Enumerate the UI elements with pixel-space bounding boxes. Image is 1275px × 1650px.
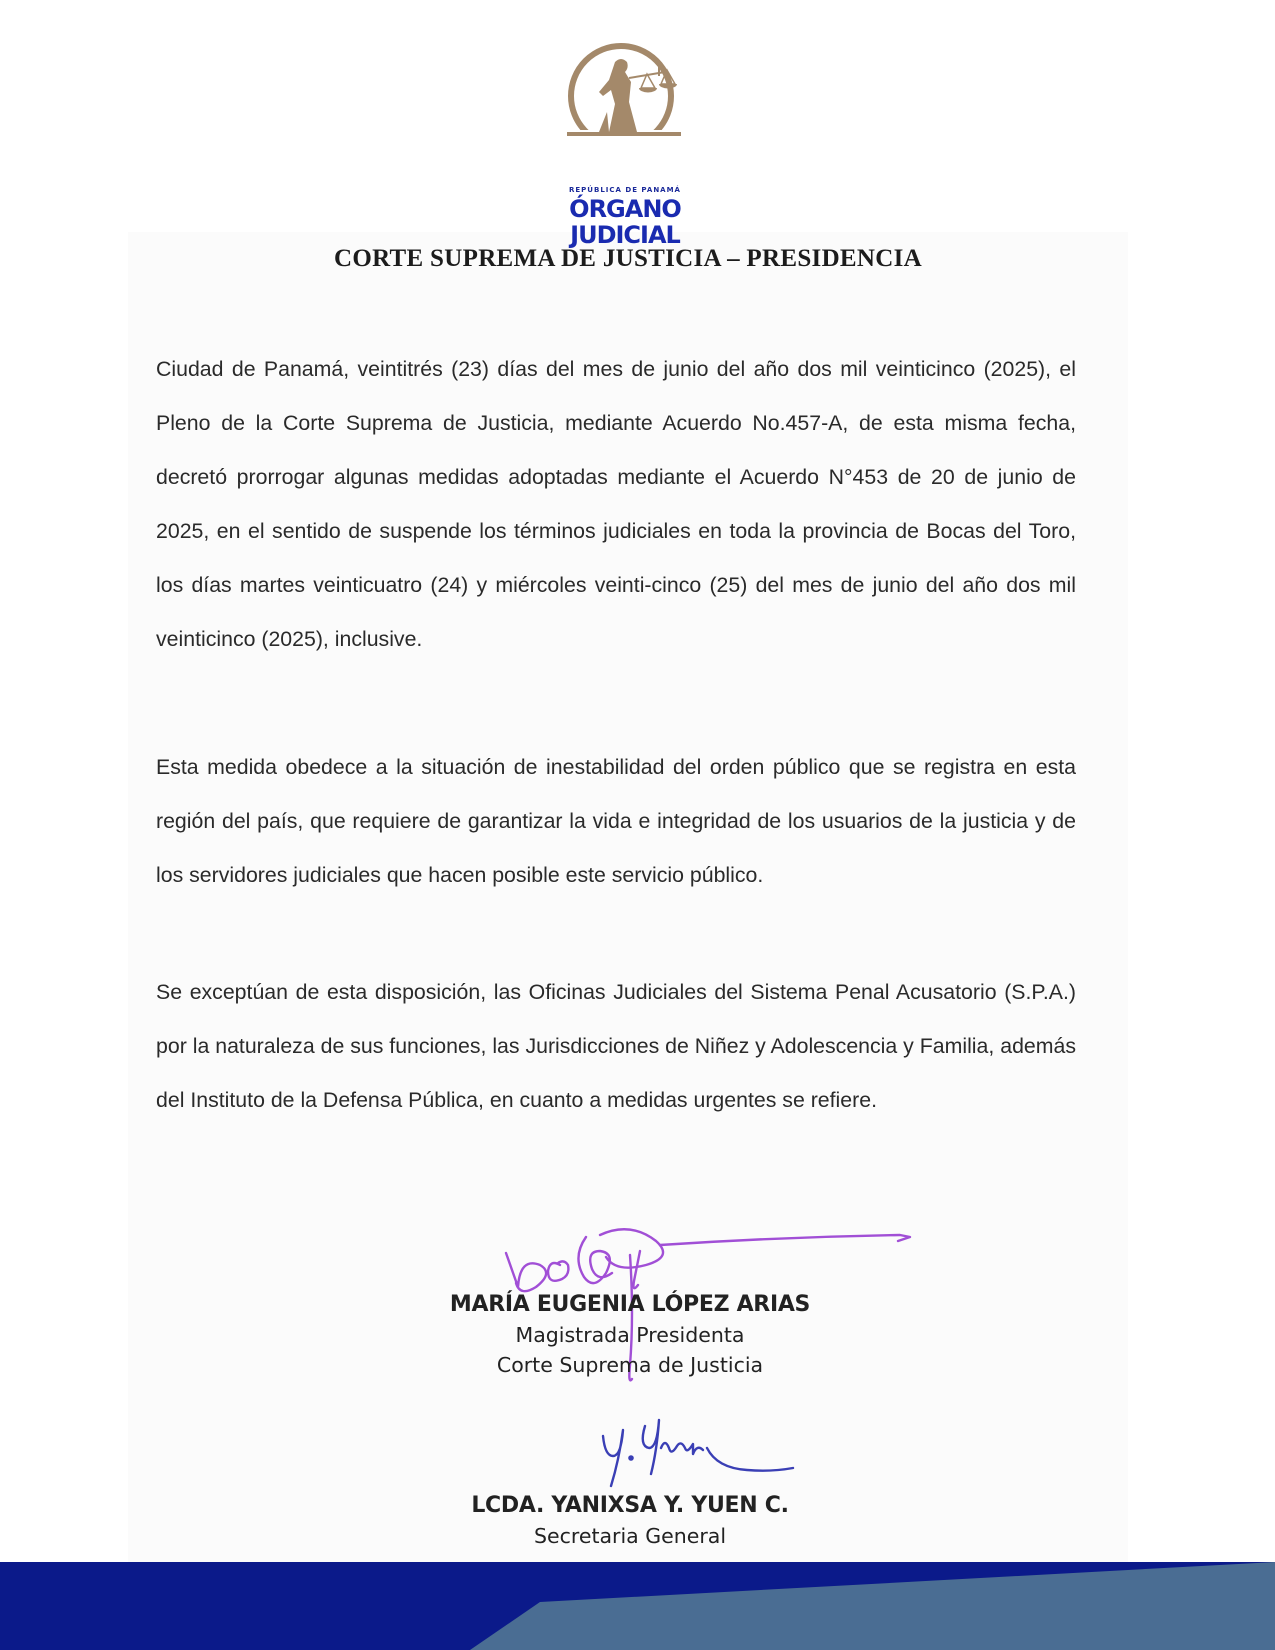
body-paragraph-2: Esta medida obedece a la situación de inestabilidad del orden público que se registra en esta región del país, que requiere de garantizar la vida e integridad de los usuarios de la justicia y de los servidores judiciales que hacen posible este servicio público. [156, 755, 1076, 887]
logo-republic-text: REPÚBLICA DE PANAMÁ [569, 186, 681, 194]
handwritten-signature-secretary [595, 1412, 795, 1492]
signer-role: Secretaria General [533, 1524, 727, 1548]
organo-judicial-logo [560, 42, 710, 249]
signature-block-president [400, 1292, 860, 1377]
signature-block-secretary [400, 1493, 860, 1548]
logo-organo-text: ÓRGANO [569, 195, 681, 223]
signer-institution: Corte Suprema de Justicia [496, 1353, 764, 1377]
signer-name: MARÍA EUGENIA LÓPEZ ARIAS [449, 1292, 811, 1317]
document-title: CORTE SUPREMA DE JUSTICIA – PRESIDENCIA [333, 245, 922, 272]
signer-role: Magistrada Presidenta [515, 1323, 745, 1347]
body-paragraph-1: Ciudad de Panamá, veintitrés (23) días del mes de junio del año dos mil veinticinco (2025), el Pleno de la Corte Suprema de Justicia, mediante Acuerdo No.457-A, de esta misma fecha, decretó prorrogar algunas medidas adoptadas mediante el Acuerdo N°453 de 20 de junio de 2025, en el sentido de suspende los términos judiciales en toda la provincia de Bocas del Toro, los días martes veinticuatro (24) y miércoles veinti-cinco (25) del mes de junio del año dos mil veinticinco (2025), inclusive. [156, 357, 1076, 651]
logo-judicial-text: JUDICIAL [570, 221, 680, 249]
body-paragraph-3: Se exceptúan de esta disposición, las Oficinas Judiciales del Sistema Penal Acusatorio (S.P.A.) por la naturaleza de sus funciones, las Jurisdicciones de Niñez y Adolescencia y Familia, además del Instituto de la Defensa Pública, en cuanto a medidas urgentes se refiere. [156, 980, 1076, 1112]
footer-decorative-band [0, 1562, 1275, 1650]
lady-justice-emblem-icon [567, 42, 693, 154]
signer-name: LCDA. YANIXSA Y. YUEN C. [471, 1493, 789, 1518]
